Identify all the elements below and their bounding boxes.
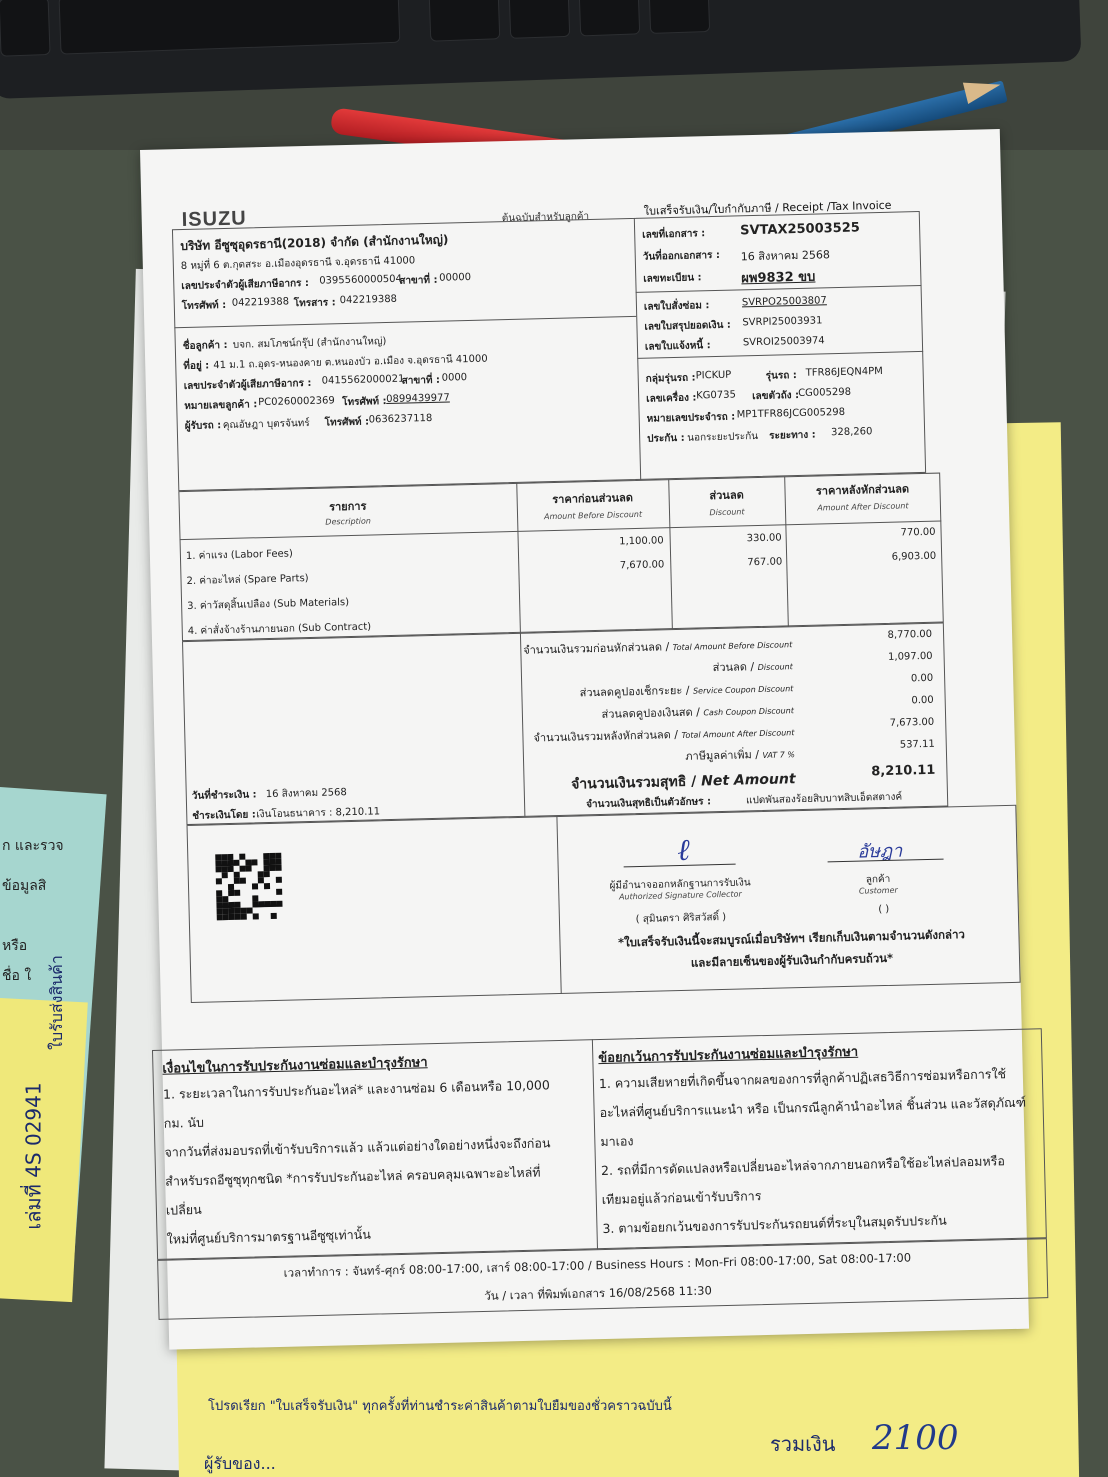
row-description: 1. ค่าแรง (Labor Fees): [185, 548, 293, 562]
warranty-label: ประกัน :: [647, 432, 685, 445]
vehicle-model: TFR86JEQN4PM: [805, 365, 883, 379]
green-card-text: ก และรวจ: [2, 838, 64, 854]
col-after-en: Amount After Discount: [817, 501, 909, 513]
company-branch: 00000: [439, 271, 472, 284]
company-name: บริษัท อีซูซุอุดรธานี(2018) จำกัด (สำนักงานใหญ่): [180, 232, 449, 254]
receiver-phone-label: โทรศัพท์ :: [324, 416, 370, 429]
customer-name-label: ชื่อลูกค้า :: [182, 339, 228, 353]
cash-coupon-label-en: Cash Coupon Discount: [703, 706, 795, 718]
condition-line: ใหม่ที่ศูนย์บริการมาตรฐานอีซูซุเท่านั้น: [166, 1226, 371, 1247]
doc-no: SVTAX25003525: [739, 220, 861, 239]
discount-label-en: Discount: [757, 662, 793, 673]
mileage: 328,260: [830, 426, 873, 439]
customer-address: 41 ม.1 ถ.อุดร-หนองคาย ต.หนองบัว อ.เมือง จ.อุดรธานี 41000: [213, 353, 488, 372]
engine-label: เลขเครื่อง :: [646, 392, 697, 405]
col-after-header: ราคาหลังหักส่วนลด: [815, 482, 910, 498]
keyboard-key: [648, 0, 710, 34]
customer-phone: 0899439977: [386, 392, 450, 406]
plate-number: ผพ9832 ขบ: [741, 269, 816, 287]
company-phone-label: โทรศัพท์ :: [181, 299, 227, 313]
business-hours: เวลาทำการ : จันทร์-ศุกร์ 08:00-17:00, เสาร์ 08:00-17:00 / Business Hours : Mon-Fri 08:00-17:00, Sat 08:00-17:00: [283, 1250, 912, 1280]
receiver-name: คุณอัษฎา บุตรจันทร์: [222, 417, 310, 432]
collector-title-en: Authorized Signature Collector: [618, 889, 742, 902]
row-description: 2. ค่าอะไหล่ (Spare Parts): [186, 573, 309, 587]
payment-date-label: วันที่ชำระเงิน :: [191, 789, 257, 802]
vehicle-model-label: รุ่นรถ :: [765, 370, 797, 382]
customer-signature: อัษฎา: [857, 840, 903, 863]
col-discount-en: Discount: [709, 507, 745, 518]
company-phone: 042219388: [231, 296, 290, 309]
completion-note-line1: *ใบเสร็จรับเงินนี้จะสมบูรณ์เมื่อบริษัทฯ เรียกเก็บเงินตามจำนวนดังกล่าว: [617, 927, 966, 950]
warranty-status: นอกระยะประกัน: [687, 430, 759, 444]
row-description: 3. ค่าวัสดุสิ้นเปลือง (Sub Materials): [187, 597, 350, 612]
notice-no: SVROI25003974: [742, 335, 825, 349]
vat-label-en: VAT 7 %: [762, 750, 796, 760]
customer-title: ลูกค้า: [865, 873, 891, 886]
exception-line: 1. ความเสียหายที่เกิดขึ้นจากผลของการที่ลูกค้าปฏิเสธวิธีการซ่อมหรือการใช้: [598, 1066, 1007, 1092]
col-description-header: รายการ: [328, 499, 367, 514]
repair-order-no: SVRPO25003807: [741, 295, 827, 309]
green-card-text: หรือ: [2, 938, 28, 954]
mileage-label: ระยะทาง :: [769, 429, 816, 442]
customer-name-blank: ( ): [878, 903, 890, 916]
keyboard-key: [578, 0, 640, 36]
qr-code: [215, 853, 283, 921]
condition-line: 1. ระยะเวลาในการรับประกันอะไหล่* และงานซ่อม 6 เดือนหรือ 10,000 กม. นับ: [162, 1077, 551, 1131]
payment-date: 16 สิงหาคม 2568: [265, 787, 347, 801]
company-branch-label: สาขาที่ :: [399, 274, 438, 287]
notice-label: เลขใบแจ้งหนี้ :: [644, 340, 711, 353]
vehicle-group: PICKUP: [695, 369, 732, 382]
discount-value: 1,097.00: [887, 650, 933, 663]
customer-address-label: ที่อยู่ :: [183, 360, 210, 373]
exception-line: 2. รถที่มีการดัดแปลงหรือเปลี่ยนอะไหล่จากภายนอกหรือใช้อะไหล่ปลอมหรือ: [600, 1153, 1006, 1179]
booklet-number: เล่มที่ 4S 02941: [21, 1082, 46, 1230]
col-before-en: Amount Before Discount: [543, 509, 643, 522]
customer-tax-id: 0415562000021: [321, 373, 405, 387]
document-type: ใบเสร็จรับเงิน/ใบกำกับภาษี / Receipt /Tax Invoice: [643, 198, 892, 218]
body-no: CG005298: [798, 386, 852, 399]
yellow-form-total-handwritten: 2100: [872, 1418, 959, 1458]
yellow-form-receiver: ผู้รับของ...: [204, 1454, 276, 1473]
collector-title: ผู้มีอำนาจออกหลักฐานการรับเงิน: [609, 877, 751, 892]
row-discount: 767.00: [747, 556, 783, 569]
collector-signature: ℓ: [676, 832, 691, 869]
engine-no: KG0735: [696, 389, 737, 402]
condition-line: สำหรับรถอีซูซุทุกชนิด *การรับประกันอะไหล่ ครอบคลุมเฉพาะอะไหล่ที่เปลี่ยน: [165, 1164, 541, 1218]
keyboard-key: [0, 0, 51, 57]
customer-phone-label: โทรศัพท์ :: [342, 396, 387, 409]
exception-line: มาเอง: [600, 1133, 634, 1150]
row-discount: 330.00: [746, 532, 782, 545]
col-description-en: Description: [325, 516, 372, 527]
total-after-label-en: Total Amount After Discount: [681, 728, 795, 740]
print-timestamp: วัน / เวลา ที่พิมพ์เอกสาร 16/08/2568 11:30: [484, 1283, 712, 1303]
plate-label: เลขทะเบียน :: [643, 272, 702, 285]
exception-line: 3. ตามข้อยกเว้นของการรับประกันรถยนต์ที่ระบุในสมุดรับประกัน: [602, 1212, 947, 1237]
warranty-conditions-text: [163, 1070, 577, 1254]
cash-coupon-label-th: ส่วนลดคูปองเงินสด /: [601, 705, 701, 721]
customer-name: บจก. สมโภชน์กรุ๊ป (สำนักงานใหญ่): [232, 336, 387, 351]
net-amount-label-en: Net Amount: [700, 771, 796, 790]
receiver-label: ผู้รับรถ :: [184, 420, 222, 432]
vat-value: 537.11: [899, 738, 935, 751]
warranty-exceptions-title: ข้อยกเว้นการรับประกันงานซ่อมและบำรุงรักษา: [598, 1044, 859, 1067]
yellow-form-total-label: รวมเงิน: [770, 1432, 836, 1456]
total-before-label-th: จำนวนเงินรวมก่อนหักส่วนลด /: [523, 640, 670, 657]
payment-method: เงินโอนธนาคาร : 8,210.11: [256, 806, 381, 821]
col-before-header: ราคาก่อนส่วนลด: [552, 491, 634, 507]
row-description: 4. ค่าสั่งจ้างร้านภายนอก (Sub Contract): [187, 621, 372, 637]
doc-date-label: วันที่ออกเอกสาร :: [642, 249, 721, 263]
warranty-conditions-title: เงื่อนไขในการรับประกันงานซ่อมและบำรุงรักษา: [162, 1055, 428, 1077]
payment-method-label: ชำระเงินโดย :: [192, 809, 256, 822]
net-amount-value: 8,210.11: [871, 762, 936, 780]
customer-number: PC0260002369: [258, 395, 335, 409]
completion-note-line2: และมีลายเซ็นของผู้รับเงินกำกับครบถ้วน*: [690, 950, 894, 970]
net-text-label: จำนวนเงินสุทธิเป็นตัวอักษร :: [585, 796, 712, 811]
customer-tax-label: เลขประจำตัวผู้เสียภาษีอากร :: [183, 377, 312, 392]
receipt-sheet: [140, 129, 1029, 1350]
total-after-label-th: จำนวนเงินรวมหลังหักส่วนลด /: [533, 728, 679, 745]
customer-branch-label: สาขาที่ :: [401, 374, 441, 387]
cost-summary-no: SVRPI25003931: [742, 315, 823, 329]
total-before-value: 8,770.00: [887, 628, 933, 641]
booklet-title: ใบรับส่งสินค้า: [46, 955, 66, 1050]
repair-order-label: เลขใบสั่งซ่อม :: [643, 300, 710, 313]
total-after-value: 7,673.00: [889, 716, 935, 729]
discount-label-th: ส่วนลด /: [712, 660, 755, 675]
body-label: เลขตัวถัง :: [752, 389, 800, 403]
vin-label: หมายเลขประจำรถ :: [646, 411, 736, 425]
customer-title-en: Customer: [858, 885, 898, 896]
customer-number-label: หมายเลขลูกค้า :: [184, 399, 258, 412]
exception-line: เทียมอยู่แล้วก่อนเข้ารับบริการ: [601, 1188, 762, 1208]
company-tax-id: 0395560000504: [319, 273, 403, 287]
green-card-text: ชื่อ ใ: [2, 968, 32, 984]
net-amount-label-th: จำนวนเงินรวมสุทธิ /: [570, 773, 697, 793]
qr-module: [277, 913, 283, 919]
row-amount-after: 770.00: [900, 526, 936, 539]
vat-label-th: ภาษีมูลค่าเพิ่ม /: [685, 748, 760, 763]
cost-summary-label: เลขใบสรุปยอดเงิน :: [644, 319, 732, 333]
receiver-phone: 0636237118: [368, 412, 433, 426]
condition-line: จากวันที่ส่งมอบรถที่เข้ารับบริการแล้ว แล้วแต่อย่างใดอย่างหนึ่งจะถึงก่อน: [164, 1135, 551, 1160]
copy-label: ต้นฉบับสำหรับลูกค้า: [501, 211, 590, 225]
doc-date: 16 สิงหาคม 2568: [740, 248, 831, 264]
row-amount-before: 7,670.00: [619, 559, 665, 572]
isuzu-logo: ISUZU: [181, 207, 247, 231]
row-amount-before: 1,100.00: [619, 535, 664, 548]
company-tax-label: เลขประจำตัวผู้เสียภาษีอากร :: [181, 277, 310, 293]
doc-no-label: เลขที่เอกสาร :: [642, 228, 706, 241]
company-fax-label: โทรสาร :: [293, 297, 336, 310]
cash-coupon-value: 0.00: [911, 694, 934, 707]
keyboard-area: [0, 0, 1108, 150]
service-coupon-value: 0.00: [910, 672, 934, 685]
vin: MP1TFR86JCG005298: [736, 406, 846, 421]
keyboard-key: [428, 0, 500, 42]
green-card-text: ข้อมูลสิ: [2, 878, 47, 894]
service-coupon-label-en: Service Coupon Discount: [692, 684, 794, 696]
net-text-value: แปดพันสองร้อยสิบบาทสิบเอ็ดสตางค์: [745, 791, 903, 807]
company-address: 8 หมู่ที่ 6 ต.กุดสระ อ.เมืองอุดรธานี จ.อุดรธานี 41000: [180, 255, 416, 273]
warranty-exceptions-text: [599, 1058, 1043, 1243]
collector-name: ( สุมินตรา ศิริสวัสดิ์ ): [635, 911, 727, 926]
keyboard: [0, 0, 1081, 99]
total-before-label-en: Total Amount Before Discount: [672, 640, 793, 653]
service-coupon-label-th: ส่วนลดคูปองเช็กระยะ /: [579, 683, 690, 700]
vehicle-group-label: กลุ่มรุ่นรถ :: [645, 372, 696, 385]
customer-branch: 0000: [441, 372, 468, 384]
keyboard-key: [508, 0, 570, 39]
col-discount-header: ส่วนลด: [709, 488, 744, 503]
yellow-form-note: โปรดเรียก "ใบเสร็จรับเงิน" ทุกครั้งที่ท่านชำระค่าสินค้าตามใบยืมของชั่วคราวฉบับนี้: [208, 1399, 672, 1414]
keyboard-spacebar: [59, 0, 401, 55]
company-fax: 042219388: [339, 293, 398, 307]
row-amount-after: 6,903.00: [891, 550, 937, 563]
exception-line: อะไหล่ที่ศูนย์บริการแนะนำ หรือ เป็นกรณีลูกค้านำอะไหล่ ชิ้นส่วน และวัสดุภัณฑ์: [599, 1094, 1027, 1121]
